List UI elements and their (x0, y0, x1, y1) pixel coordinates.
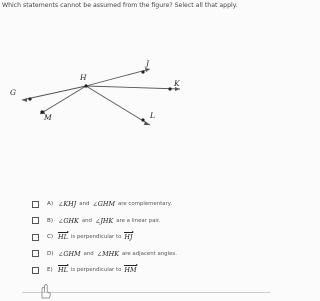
ray-hj (86, 69, 150, 86)
checkbox-e[interactable] (32, 267, 39, 274)
choice-math-2: ∠JHK (94, 216, 114, 225)
choice-b[interactable] (32, 213, 268, 230)
hand-cursor-icon (37, 282, 53, 300)
point-j (141, 70, 144, 73)
choice-conj: is perpendicular to (70, 234, 122, 241)
choice-a[interactable] (32, 196, 268, 213)
choice-letter: A) (47, 201, 54, 208)
choice-tail: are a linear pair. (116, 217, 161, 224)
ray-hj-notation: HJ (124, 233, 133, 242)
choice-d[interactable] (32, 246, 268, 263)
label-m: M (44, 113, 52, 122)
choice-conj: and (83, 250, 94, 257)
choice-conj: and (79, 201, 90, 208)
choice-letter: E) (47, 267, 53, 274)
choice-letter: D) (47, 250, 54, 257)
label-g: G (10, 88, 16, 97)
label-k: K (174, 79, 180, 88)
arrowhead-j (145, 68, 150, 72)
divider (22, 292, 270, 293)
choice-math-1: ∠GHM (58, 249, 81, 258)
choice-math-1: ∠GHK (58, 216, 79, 225)
choice-e[interactable] (32, 262, 268, 279)
choice-letter: B) (47, 217, 54, 224)
checkbox-d[interactable] (32, 250, 39, 257)
ray-hm-notation: HM (124, 266, 137, 275)
choice-conj: is perpendicular to (70, 267, 122, 274)
arrowhead-l (144, 121, 150, 125)
choice-letter: C) (47, 234, 54, 241)
ray-hl-notation: HL (58, 266, 68, 275)
ray-hl-notation: HL (58, 233, 68, 242)
choice-math-2: ∠MHK (96, 249, 119, 258)
point-k (168, 87, 171, 90)
choice-tail: are complementary. (118, 201, 172, 208)
checkbox-b[interactable] (32, 217, 39, 224)
label-j: J (146, 59, 150, 68)
checkbox-a[interactable] (32, 201, 39, 208)
ray-hl (86, 86, 150, 125)
ray-hm (40, 86, 86, 114)
choice-tail: are adjacent angles. (121, 250, 177, 257)
choice-math-2: ∠GHM (92, 200, 115, 209)
checkbox-c[interactable] (32, 234, 39, 241)
choice-c[interactable] (32, 229, 268, 246)
arrowhead-g (22, 98, 27, 102)
point-g (28, 97, 31, 100)
label-h: H (80, 73, 87, 82)
ray-hk (86, 86, 180, 89)
label-l: L (150, 111, 155, 120)
point-h (84, 84, 87, 87)
choice-math-1: ∠KHJ (58, 200, 77, 209)
ray-hg (22, 86, 86, 100)
question-prompt: Which statements cannot be assumed from the figure? Select all that apply. (2, 2, 238, 9)
choice-conj: and (81, 217, 92, 224)
answer-choices (32, 196, 268, 279)
point-l (141, 118, 144, 121)
